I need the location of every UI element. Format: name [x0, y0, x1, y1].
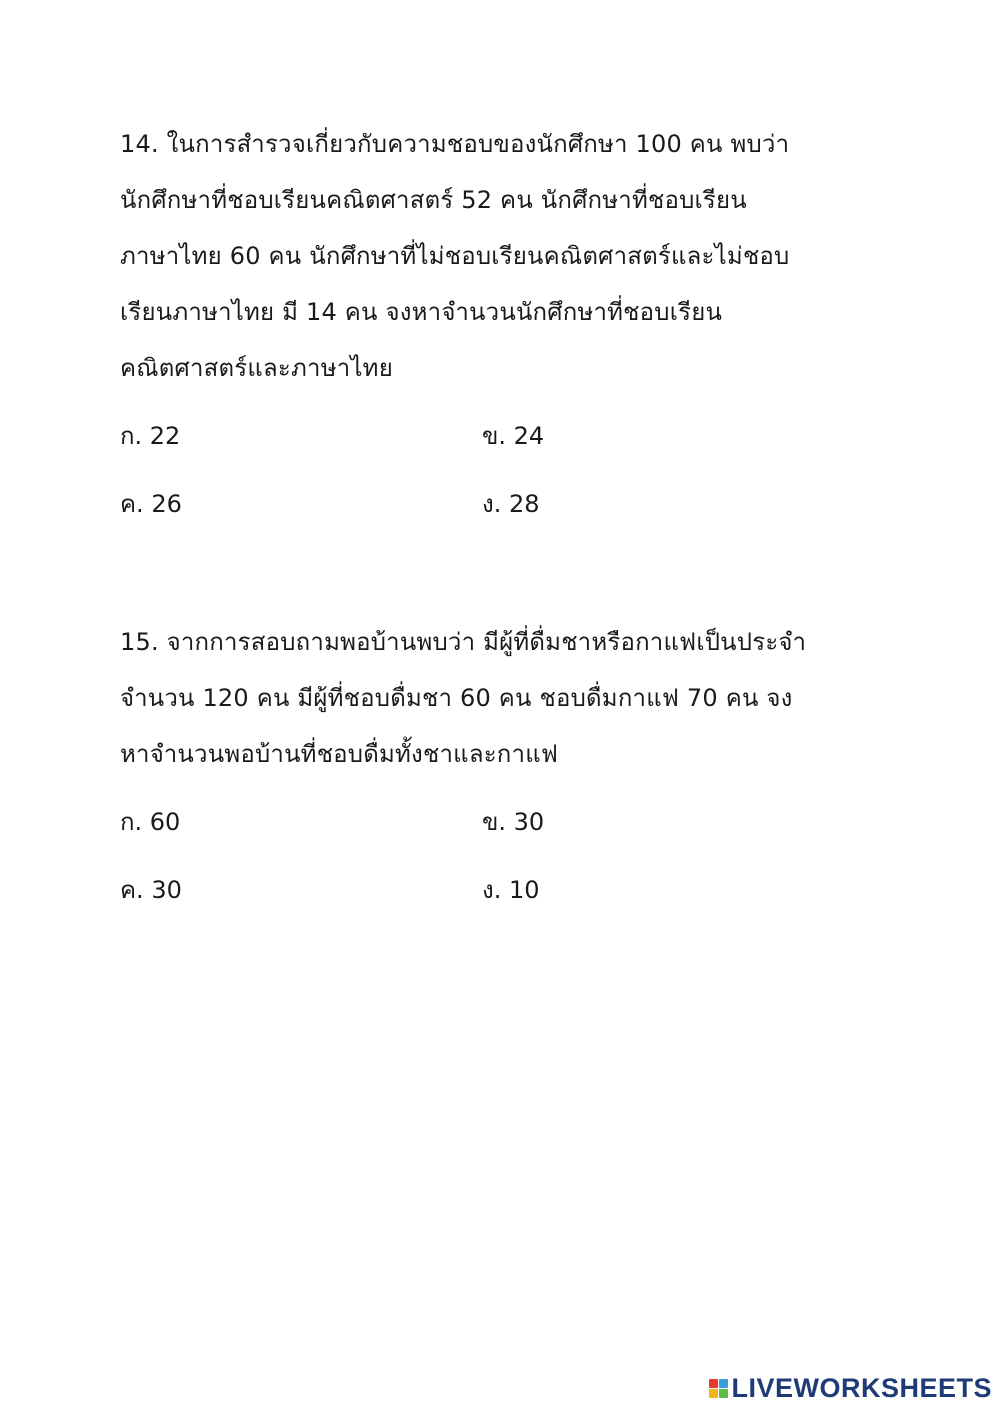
question-14-choice-c: ค. 26: [120, 490, 182, 518]
question-15-line-1: 15. จากการสอบถามพอบ้านพบว่า มีผู้ที่ดื่มชาหรือกาแฟเป็นประจำ: [120, 628, 807, 656]
question-14-line-4: เรียนภาษาไทย มี 14 คน จงหาจำนวนนักศึกษาที่ชอบเรียน: [120, 298, 723, 326]
question-15-line-2: จำนวน 120 คน มีผู้ที่ชอบดื่มชา 60 คน ชอบดื่มกาแฟ 70 คน จง: [120, 684, 793, 712]
question-14-line-3: ภาษาไทย 60 คน นักศึกษาที่ไม่ชอบเรียนคณิตศาสตร์และไม่ชอบ: [120, 242, 790, 270]
logo-text: LIVEWORKSHEETS: [731, 1372, 992, 1403]
question-15-choice-c: ค. 30: [120, 876, 182, 904]
question-14-choice-a: ก. 22: [120, 422, 181, 450]
logo-block-1: [709, 1379, 718, 1388]
logo-block-4: [719, 1389, 728, 1398]
question-14-line-2: นักศึกษาที่ชอบเรียนคณิตศาสตร์ 52 คน นักศึกษาที่ชอบเรียน: [120, 186, 747, 214]
question-14-line-1: 14. ในการสำรวจเกี่ยวกับความชอบของนักศึกษา 100 คน พบว่า: [120, 130, 790, 158]
question-15-choice-d: ง. 10: [482, 876, 540, 904]
question-15-choice-a: ก. 60: [120, 808, 181, 836]
question-15-choice-b: ข. 30: [482, 808, 545, 836]
logo-block-3: [709, 1389, 718, 1398]
question-14-choice-b: ข. 24: [482, 422, 545, 450]
question-14-choice-d: ง. 28: [482, 490, 540, 518]
logo-blocks-icon: [709, 1379, 728, 1398]
question-15-line-3: หาจำนวนพอบ้านที่ชอบดื่มทั้งชาและกาแฟ: [120, 740, 559, 768]
question-14-line-5: คณิตศาสตร์และภาษาไทย: [120, 354, 393, 382]
liveworksheets-logo: [709, 1373, 992, 1403]
logo-block-2: [719, 1379, 728, 1388]
